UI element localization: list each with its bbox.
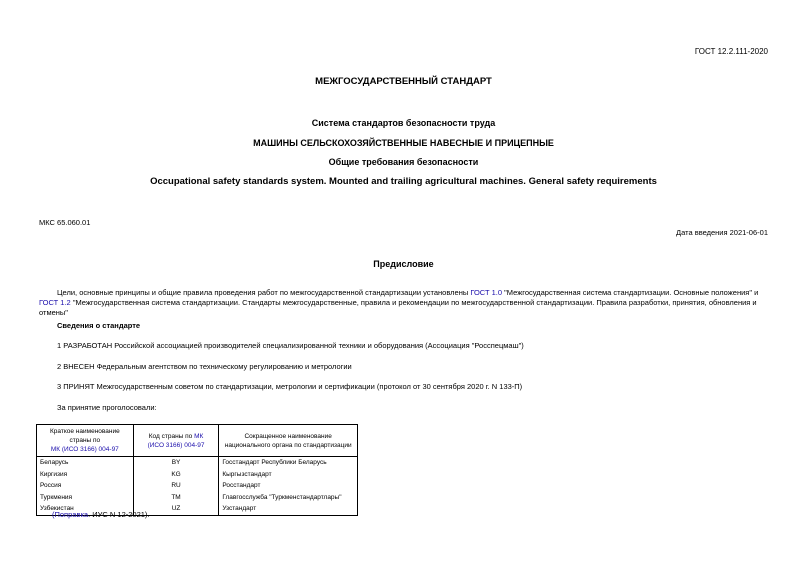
developed-by-item: 1 РАЗРАБОТАН Российской ассоциацией производителей специализированной техники и оборудования (Ассоциация "Росспецмаш") (57, 341, 524, 350)
about-standard-heading: Сведения о стандарте (57, 321, 141, 330)
table-row (37, 492, 358, 504)
standard-type-title: МЕЖГОСУДАРСТВЕННЫЙ СТАНДАРТ (315, 76, 492, 87)
body-cell: Главгосслужба "Туркменстандартлары" (219, 492, 358, 504)
country-cell: Киргизия (37, 469, 134, 481)
body-cell: Кыргызстандарт (219, 469, 358, 481)
amendment-note (52, 510, 150, 519)
gost-1-0-link[interactable]: ГОСТ 1.0 (470, 288, 503, 297)
main-title: МАШИНЫ СЕЛЬСКОХОЗЯЙСТВЕННЫЕ НАВЕСНЫЕ И ПРИЦЕПНЫЕ (253, 138, 554, 148)
voting-states-table (36, 424, 358, 516)
table-row (37, 457, 358, 469)
english-title: Occupational safety standards system. Mounted and trailing agricultural machines. General safety requirements (150, 176, 657, 187)
mks-code: МКС 65.060.01 (39, 218, 91, 227)
mk-iso-link[interactable]: МК (ИСО 3166) 004-97 (50, 446, 119, 453)
paragraph-text: "Межгосударственная система стандартизации. Стандарты межгосударственные, правила и рекомендации по межгосударственной стандартизации. Правила разработки, принятия, обновления и отмены" (39, 298, 757, 317)
system-title: Система стандартов безопасности труда (311, 118, 496, 128)
amendment-text: . ИУС N 12-2021). (88, 510, 150, 519)
introduction-date: Дата введения 2021-06-01 (676, 228, 768, 237)
table-header-row (37, 425, 358, 457)
code-cell: RU (133, 480, 219, 492)
country-cell: Узбекистан (37, 503, 134, 515)
table-row (37, 480, 358, 492)
country-cell: Беларусь (37, 457, 134, 469)
code-cell: UZ (133, 503, 219, 515)
code-cell: BY (133, 457, 219, 469)
country-cell: Туркмения (37, 492, 134, 504)
mk-link[interactable]: МК (194, 432, 204, 440)
preface-heading: Предисловие (373, 259, 434, 269)
code-cell: KG (133, 469, 219, 481)
gost-1-2-link[interactable]: ГОСТ 1.2 (39, 298, 71, 307)
body-column-header: Сокращенное наименование национального органа по стандартизации (219, 425, 358, 457)
body-cell: Росстандарт (219, 480, 358, 492)
country-column-header: Краткое наименование страны по МК (ИСО 3166) 004-97 (37, 425, 134, 457)
code-cell: TM (133, 492, 219, 504)
iso-link[interactable]: (ИСО 3166) 004-97 (147, 441, 205, 449)
table-row (37, 469, 358, 481)
introduced-by-item: 2 ВНЕСЕН Федеральным агентством по техническому регулированию и метрологии (57, 362, 352, 371)
document-id: ГОСТ 12.2.111-2020 (694, 47, 768, 56)
adopted-by-item: 3 ПРИНЯТ Межгосударственным советом по стандартизации, метрологии и сертификации (протокол от 30 сентября 2020 г. N 133-П) (57, 382, 523, 391)
country-cell: Россия (37, 480, 134, 492)
amendment-open-paren: ( (52, 510, 55, 519)
body-cell: Узстандарт (219, 503, 358, 515)
preface-paragraph (39, 288, 768, 318)
voted-label: За принятие проголосовали: (57, 403, 157, 412)
code-column-header: Код страны по МК (ИСО 3166) 004-97 (133, 425, 219, 457)
subtitle: Общие требования безопасности (328, 157, 479, 167)
amendment-link[interactable]: Поправка (54, 510, 89, 519)
paragraph-text: "Межгосударственная система стандартизации. Основные положения" и (502, 288, 759, 297)
body-cell: Госстандарт Республики Беларусь (219, 457, 358, 469)
paragraph-text: Цели, основные принципы и общие правила проведения работ по межгосударственной стандартизации установлены (57, 288, 471, 297)
